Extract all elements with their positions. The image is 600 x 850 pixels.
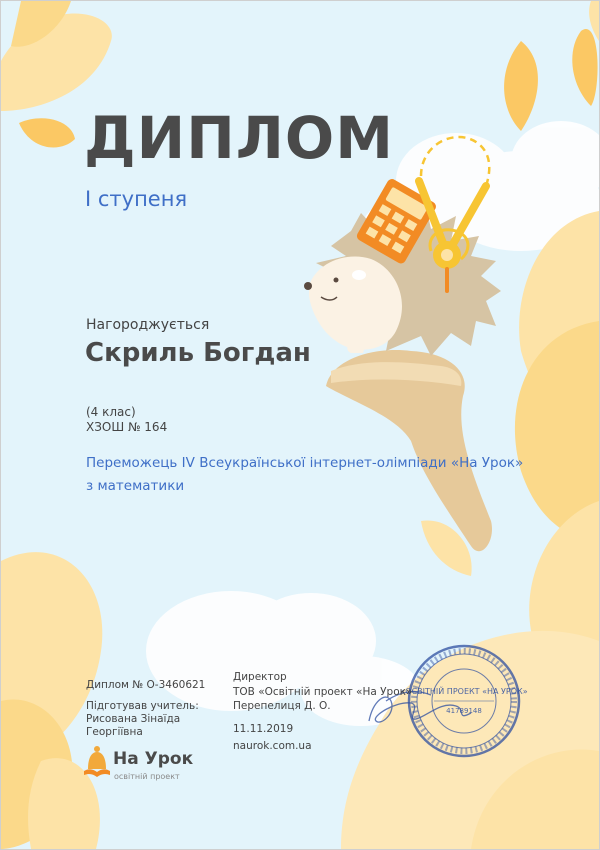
- page-title: ДИПЛОМ: [84, 104, 394, 172]
- degree-label: I ступеня: [85, 187, 188, 211]
- website-link[interactable]: naurok.com.ua: [233, 740, 312, 752]
- school-label: ХЗОШ № 164: [86, 420, 168, 434]
- logo-name: На Урок: [113, 749, 194, 769]
- recipient-name: Скриль Богдан: [85, 338, 311, 368]
- director-label: Директор: [233, 671, 287, 683]
- seal-center-text: «ОСВІТНІЙ ПРОЕКТ «НА УРОК»: [400, 687, 528, 696]
- achievement-line-2: з математики: [86, 478, 185, 494]
- prepared-label: Підготував учитель:: [86, 700, 199, 712]
- grade-label: (4 клас): [86, 405, 136, 419]
- issue-date: 11.11.2019: [233, 723, 294, 735]
- awarded-label: Нагороджується: [86, 317, 210, 333]
- teacher-name: Рисована Зінаїда Георгіївна: [86, 713, 181, 738]
- achievement-text: [86, 452, 546, 498]
- seal-code: 41789148: [446, 707, 482, 715]
- bell-logo-icon: [83, 745, 111, 779]
- achievement-line-1: Переможець IV Всеукраїнської інтернет-олімпіади «На Урок»: [86, 455, 524, 471]
- logo-subtitle: освітній проект: [114, 772, 180, 781]
- organization-name: ТОВ «Освітній проект «На Урок»: [233, 686, 413, 698]
- diploma-number: Диплом № О-3460621: [86, 679, 206, 691]
- leaf-decoration: [504, 1, 599, 131]
- director-name: Перепелиця Д. О.: [233, 700, 331, 712]
